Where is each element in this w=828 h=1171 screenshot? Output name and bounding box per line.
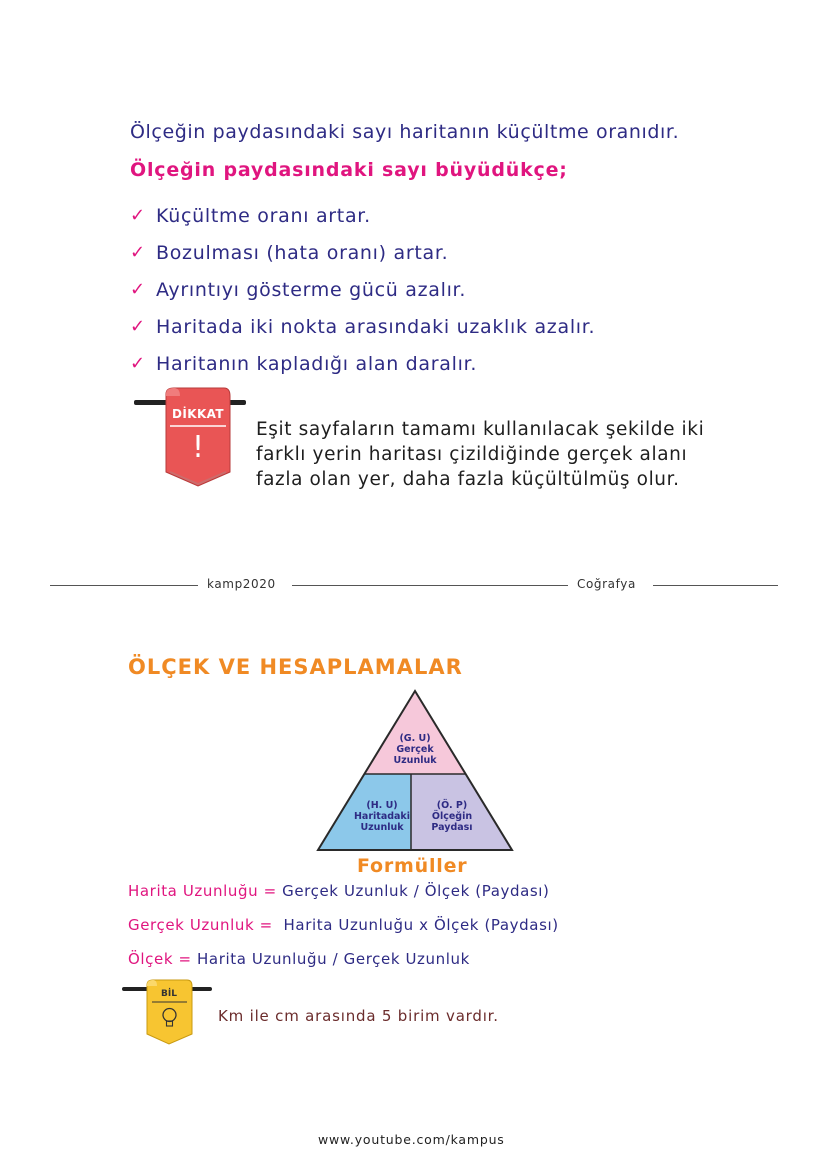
list-item: [130, 234, 595, 271]
consequence-list: [130, 197, 595, 382]
list-item-text: Haritanın kapladığı alan daralır.: [156, 352, 478, 375]
abbr: (Ö. P): [436, 800, 468, 811]
list-item-text: Ayrıntıyı gösterme gücü azalır.: [156, 278, 467, 301]
formulas-title: Formüller: [357, 855, 468, 877]
divider-line: [653, 585, 778, 586]
bil-text: Km ile cm arasında 5 birim vardır.: [218, 1007, 499, 1025]
list-item: [130, 308, 595, 345]
check-icon: ✓: [130, 353, 146, 374]
line2: Paydası: [431, 822, 473, 833]
line2: Uzunluk: [393, 755, 437, 766]
list-item-text: Bozulması (hata oranı) artar.: [156, 241, 449, 264]
formula-equals: =: [173, 950, 198, 968]
check-icon: ✓: [130, 242, 146, 263]
formula-rhs: Harita Uzunluğu x Ölçek (Paydası): [283, 916, 559, 934]
triangle-top-label: [375, 733, 455, 766]
list-item: [130, 345, 595, 382]
lightbulb-icon: [162, 1008, 176, 1028]
site-footer-link[interactable]: www.youtube.com/kampus: [318, 1132, 505, 1147]
line1: Gerçek: [396, 744, 434, 755]
line2: Uzunluk: [360, 822, 404, 833]
bil-label: BİL: [161, 989, 177, 999]
formula-lhs: Harita Uzunluğu: [128, 882, 259, 900]
scale-increase-heading: Ölçeğin paydasındaki sayı büyüdükçe;: [130, 159, 568, 181]
formula-lhs: Gerçek Uzunluk: [128, 916, 255, 934]
formula-row: [128, 882, 550, 900]
divider-line: [292, 585, 568, 586]
formula-rhs: Harita Uzunluğu / Gerçek Uzunluk: [197, 950, 470, 968]
list-item: [130, 271, 595, 308]
dikkat-label: DİKKAT: [172, 407, 224, 421]
triangle-right-label: [415, 800, 489, 833]
bil-badge: [122, 978, 214, 1048]
exclamation-icon: !: [191, 430, 205, 465]
scale-definition-text: Ölçeğin paydasındaki sayı haritanın küçültme oranıdır.: [130, 121, 680, 143]
dikkat-text: Eşit sayfaların tamamı kullanılacak şekilde iki farklı yerin haritası çizildiğinde gerçek alanı fazla olan yer, daha fazla küçültülmüş olur.: [256, 419, 705, 490]
scale-triangle-diagram: [310, 688, 520, 854]
list-item-text: Küçültme oranı artar.: [156, 204, 371, 227]
check-icon: ✓: [130, 205, 146, 226]
list-item-text: Haritada iki nokta arasındaki uzaklık azalır.: [156, 315, 596, 338]
formula-row: [128, 950, 470, 968]
check-icon: ✓: [130, 279, 146, 300]
formula-row: [128, 916, 559, 934]
line1: Ölçeğin: [431, 811, 473, 822]
section-title: ÖLÇEK VE HESAPLAMALAR: [128, 655, 463, 679]
abbr: (G. U): [399, 733, 431, 744]
formula-equals: =: [258, 882, 283, 900]
footer-right-label: Coğrafya: [577, 577, 636, 591]
formula-lhs: Ölçek: [128, 950, 174, 968]
formula-rhs: Gerçek Uzunluk / Ölçek (Paydası): [282, 882, 550, 900]
check-icon: ✓: [130, 316, 146, 337]
triangle-left-label: [345, 800, 419, 833]
list-item: [130, 197, 595, 234]
formula-equals: =: [254, 916, 284, 934]
dikkat-badge: [130, 386, 250, 491]
divider-line: [50, 585, 198, 586]
abbr: (H. U): [366, 800, 398, 811]
line1: Haritadaki: [353, 811, 411, 822]
footer-left-label: kamp2020: [207, 577, 276, 591]
